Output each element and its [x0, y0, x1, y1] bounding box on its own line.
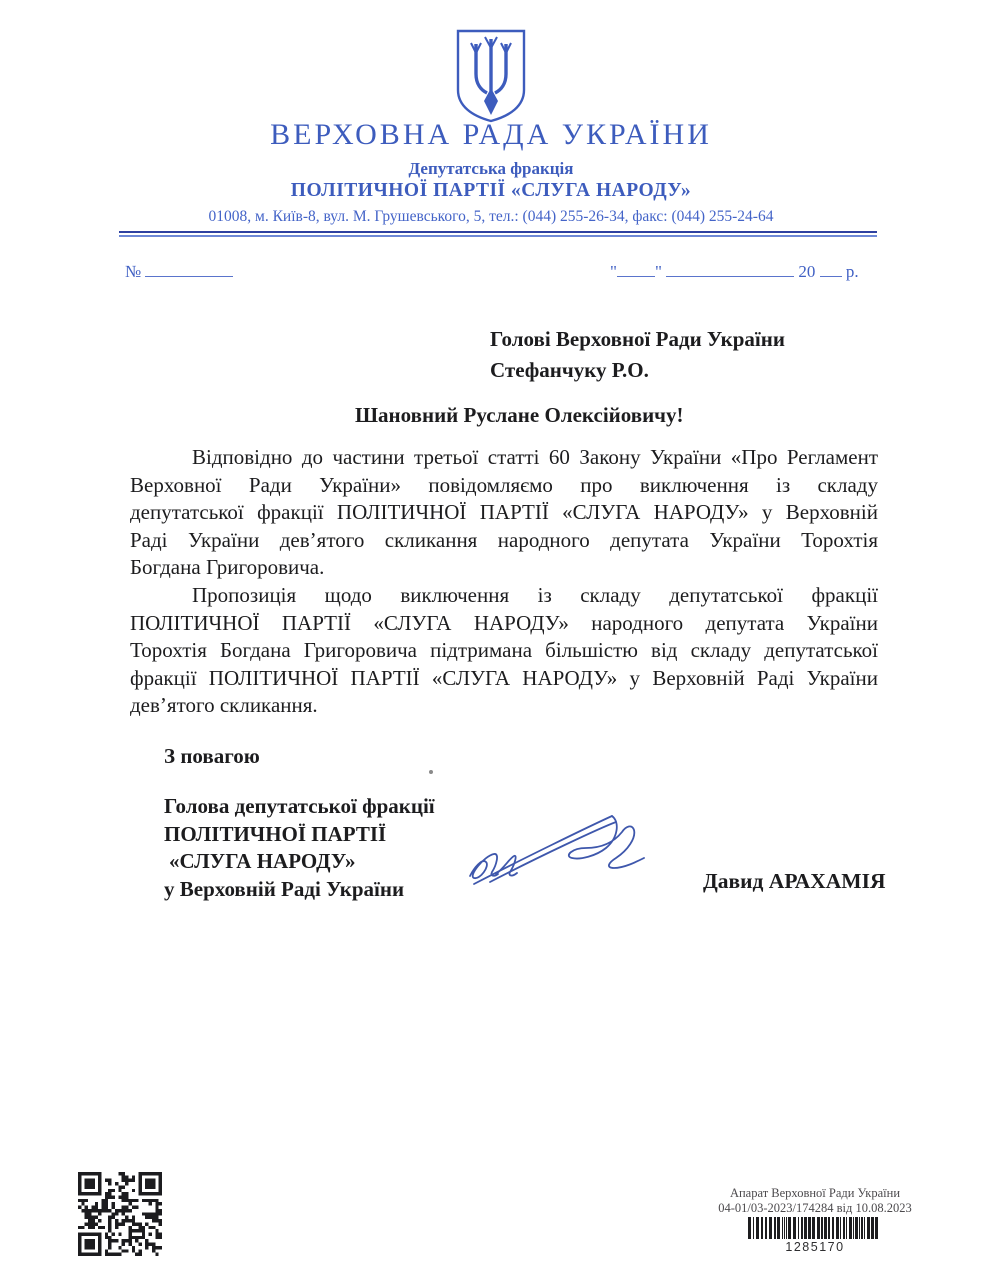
letterhead-address: 01008, м. Київ-8, вул. М. Грушевського, 5, тел.: (044) 255-26-34, факс: (044) 255-24-64 — [208, 208, 774, 225]
addressee-line: Голові Верховної Ради України — [490, 327, 785, 351]
paragraph-2 — [130, 582, 878, 720]
paragraph-line: Пропозиція щодо виключення із складу депутатської фракції — [192, 583, 878, 607]
paragraph-line: Відповідно до частини третьої статті 60 Закону України «Про Регламент — [192, 445, 878, 469]
barcode-number: 1285170 — [785, 1240, 845, 1254]
org-name: ВЕРХОВНА РАДА УКРАЇНИ — [270, 118, 712, 151]
signer-title-line: «СЛУГА НАРОДУ» — [169, 849, 356, 873]
signer-title-block — [164, 793, 435, 903]
party-subtitle: ПОЛІТИЧНОЇ ПАРТІЇ «СЛУГА НАРОДУ» — [290, 180, 692, 201]
signer-title-line: ПОЛІТИЧНОЇ ПАРТІЇ — [164, 821, 387, 846]
addressee-line: Стефанчуку Р.О. — [490, 358, 649, 382]
barcode-icon — [748, 1217, 882, 1239]
paragraph-1 — [130, 444, 878, 582]
paragraph-line: дев’ятого скликання. — [130, 693, 318, 718]
day-blank-line — [617, 261, 655, 277]
faction-subtitle: Депутатська фракція — [408, 159, 574, 178]
outgoing-number-field: № — [125, 261, 233, 282]
closing-phrase: З повагою — [164, 744, 260, 768]
signer-title-line: Голова депутатської фракції — [164, 794, 435, 818]
stamp-org-line: Апарат Верховної Ради України — [729, 1186, 901, 1200]
handwritten-signature — [460, 798, 655, 898]
signer-name: Давид АРАХАМІЯ — [703, 869, 886, 893]
paragraph-line: ПОЛІТИЧНОЇ ПАРТІЇ «СЛУГА НАРОДУ» народного депутата України — [130, 610, 878, 635]
paragraph-line: Верховної Ради України» повідомляємо про виключення із складу — [130, 472, 878, 497]
paragraph-line: Торохтія Богдана Григоровича підтримана більшістю від складу депутатської — [130, 638, 878, 663]
qr-code-icon — [78, 1172, 162, 1256]
salutation: Шановний Руслане Олексійовичу! — [355, 403, 684, 427]
paragraph-line: депутатської фракції ПОЛІТИЧНОЇ ПАРТІЇ «СЛУГА НАРОДУ» у Верховній — [130, 500, 878, 525]
stamp-number-line: 04-01/03-2023/174284 від 10.08.2023 — [718, 1200, 912, 1215]
scan-speck — [429, 770, 433, 774]
paragraph-line: Богдана Григоровича. — [130, 555, 325, 580]
number-blank-line — [145, 261, 233, 277]
letterhead-rule — [119, 231, 877, 237]
year-blank-line — [820, 261, 842, 277]
registration-stamp — [710, 1186, 920, 1255]
addressee-block — [490, 324, 785, 386]
paragraph-line: Раді України дев’ятого скликання народного депутата України Торохтія — [130, 527, 878, 552]
trident-emblem-icon — [454, 28, 528, 129]
date-field: " " 20 р. — [610, 262, 859, 281]
signer-title-line: у Верховній Раді України — [164, 876, 405, 901]
paragraph-line: фракції ПОЛІТИЧНОЇ ПАРТІЇ «СЛУГА НАРОДУ» у Верховній Раді України — [130, 665, 878, 690]
month-blank-line — [666, 261, 794, 277]
